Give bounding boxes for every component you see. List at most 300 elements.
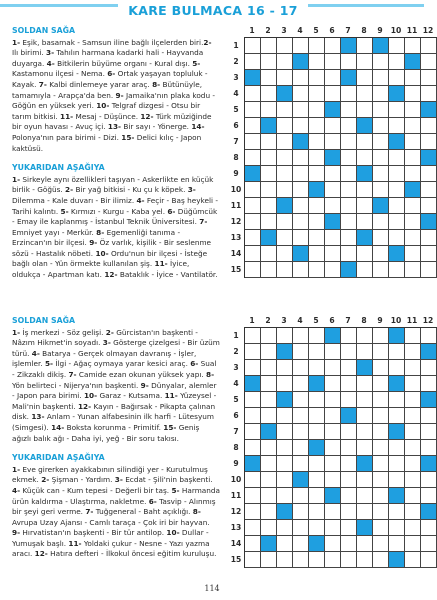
grid-cell[interactable] [261,504,277,520]
grid-cell[interactable] [421,440,437,456]
grid-cell[interactable] [341,54,357,70]
grid-cell[interactable] [245,118,261,134]
grid-cell[interactable] [277,360,293,376]
grid-cell[interactable] [389,504,405,520]
grid-cell[interactable] [325,472,341,488]
grid-cell[interactable] [389,198,405,214]
puzzle2-grid[interactable] [244,327,437,568]
grid-cell[interactable] [421,86,437,102]
grid-cell[interactable] [309,38,325,54]
grid-cell[interactable] [309,230,325,246]
grid-cell[interactable] [309,246,325,262]
grid-cell[interactable] [245,54,261,70]
grid-cell[interactable] [373,344,389,360]
grid-cell[interactable] [245,408,261,424]
grid-cell[interactable] [405,360,421,376]
grid-cell[interactable] [245,472,261,488]
grid-cell[interactable] [389,472,405,488]
grid-cell[interactable] [405,118,421,134]
grid-cell[interactable] [309,54,325,70]
grid-cell[interactable] [389,118,405,134]
grid-cell[interactable] [245,102,261,118]
grid-cell[interactable] [293,360,309,376]
grid-cell[interactable] [309,86,325,102]
grid-cell[interactable] [389,536,405,552]
grid-cell[interactable] [373,456,389,472]
grid-cell[interactable] [405,376,421,392]
grid-cell[interactable] [389,182,405,198]
grid-cell[interactable] [389,262,405,278]
grid-cell[interactable] [341,504,357,520]
grid-cell[interactable] [293,230,309,246]
grid-cell[interactable] [325,134,341,150]
grid-cell[interactable] [389,344,405,360]
grid-cell[interactable] [261,262,277,278]
grid-cell[interactable] [405,488,421,504]
grid-cell[interactable] [373,134,389,150]
grid-cell[interactable] [245,536,261,552]
grid-cell[interactable] [341,520,357,536]
grid-cell[interactable] [341,150,357,166]
grid-cell[interactable] [341,102,357,118]
grid-cell[interactable] [405,440,421,456]
grid-cell[interactable] [421,230,437,246]
grid-cell[interactable] [405,408,421,424]
grid-cell[interactable] [277,118,293,134]
grid-cell[interactable] [325,360,341,376]
grid-cell[interactable] [357,246,373,262]
grid-cell[interactable] [261,440,277,456]
grid-cell[interactable] [293,214,309,230]
grid-cell[interactable] [357,552,373,568]
grid-cell[interactable] [421,166,437,182]
grid-cell[interactable] [293,504,309,520]
grid-cell[interactable] [309,408,325,424]
grid-cell[interactable] [389,214,405,230]
grid-cell[interactable] [373,536,389,552]
grid-cell[interactable] [277,262,293,278]
grid-cell[interactable] [373,150,389,166]
grid-cell[interactable] [389,150,405,166]
grid-cell[interactable] [325,536,341,552]
grid-cell[interactable] [293,150,309,166]
grid-cell[interactable] [245,230,261,246]
grid-cell[interactable] [389,440,405,456]
grid-cell[interactable] [325,552,341,568]
grid-cell[interactable] [277,54,293,70]
grid-cell[interactable] [341,230,357,246]
grid-cell[interactable] [341,488,357,504]
grid-cell[interactable] [357,86,373,102]
grid-cell[interactable] [405,150,421,166]
grid-cell[interactable] [309,344,325,360]
grid-cell[interactable] [405,424,421,440]
grid-cell[interactable] [325,520,341,536]
grid-cell[interactable] [373,440,389,456]
grid-cell[interactable] [389,230,405,246]
grid-cell[interactable] [373,182,389,198]
grid-cell[interactable] [373,118,389,134]
grid-cell[interactable] [421,246,437,262]
grid-cell[interactable] [245,520,261,536]
grid-cell[interactable] [405,230,421,246]
grid-cell[interactable] [357,392,373,408]
grid-cell[interactable] [325,182,341,198]
grid-cell[interactable] [245,86,261,102]
grid-cell[interactable] [373,552,389,568]
grid-cell[interactable] [309,70,325,86]
grid-cell[interactable] [277,166,293,182]
grid-cell[interactable] [421,38,437,54]
grid-cell[interactable] [357,328,373,344]
puzzle1-grid[interactable] [244,37,437,278]
grid-cell[interactable] [261,166,277,182]
grid-cell[interactable] [261,150,277,166]
grid-cell[interactable] [373,488,389,504]
grid-cell[interactable] [245,504,261,520]
grid-cell[interactable] [277,150,293,166]
grid-cell[interactable] [389,360,405,376]
grid-cell[interactable] [405,86,421,102]
grid-cell[interactable] [405,134,421,150]
grid-cell[interactable] [277,552,293,568]
grid-cell[interactable] [325,198,341,214]
grid-cell[interactable] [405,520,421,536]
grid-cell[interactable] [245,214,261,230]
grid-cell[interactable] [357,262,373,278]
grid-cell[interactable] [277,456,293,472]
grid-cell[interactable] [373,392,389,408]
grid-cell[interactable] [293,118,309,134]
grid-cell[interactable] [373,360,389,376]
grid-cell[interactable] [309,166,325,182]
grid-cell[interactable] [421,408,437,424]
grid-cell[interactable] [277,246,293,262]
grid-cell[interactable] [341,118,357,134]
grid-cell[interactable] [325,70,341,86]
grid-cell[interactable] [325,230,341,246]
grid-cell[interactable] [341,472,357,488]
grid-cell[interactable] [277,440,293,456]
grid-cell[interactable] [373,504,389,520]
grid-cell[interactable] [261,70,277,86]
grid-cell[interactable] [421,54,437,70]
grid-cell[interactable] [421,182,437,198]
grid-cell[interactable] [309,134,325,150]
grid-cell[interactable] [245,360,261,376]
grid-cell[interactable] [373,166,389,182]
grid-cell[interactable] [421,424,437,440]
grid-cell[interactable] [373,424,389,440]
grid-cell[interactable] [389,392,405,408]
grid-cell[interactable] [293,536,309,552]
grid-cell[interactable] [389,520,405,536]
grid-cell[interactable] [325,262,341,278]
grid-cell[interactable] [341,552,357,568]
grid-cell[interactable] [341,360,357,376]
grid-cell[interactable] [261,456,277,472]
grid-cell[interactable] [405,198,421,214]
grid-cell[interactable] [293,328,309,344]
grid-cell[interactable] [373,54,389,70]
grid-cell[interactable] [277,488,293,504]
grid-cell[interactable] [293,70,309,86]
grid-cell[interactable] [373,102,389,118]
grid-cell[interactable] [293,520,309,536]
grid-cell[interactable] [325,376,341,392]
grid-cell[interactable] [325,424,341,440]
grid-cell[interactable] [357,472,373,488]
grid-cell[interactable] [309,102,325,118]
grid-cell[interactable] [357,376,373,392]
grid-cell[interactable] [389,456,405,472]
grid-cell[interactable] [277,102,293,118]
grid-cell[interactable] [357,424,373,440]
grid-cell[interactable] [325,344,341,360]
grid-cell[interactable] [261,38,277,54]
grid-cell[interactable] [357,504,373,520]
grid-cell[interactable] [405,344,421,360]
grid-cell[interactable] [261,134,277,150]
grid-cell[interactable] [421,70,437,86]
grid-cell[interactable] [373,70,389,86]
grid-cell[interactable] [421,552,437,568]
grid-cell[interactable] [357,214,373,230]
grid-cell[interactable] [341,166,357,182]
grid-cell[interactable] [309,150,325,166]
grid-cell[interactable] [245,328,261,344]
grid-cell[interactable] [341,198,357,214]
grid-cell[interactable] [261,472,277,488]
grid-cell[interactable] [341,328,357,344]
grid-cell[interactable] [325,86,341,102]
grid-cell[interactable] [277,230,293,246]
grid-cell[interactable] [261,408,277,424]
grid-cell[interactable] [261,328,277,344]
grid-cell[interactable] [293,182,309,198]
grid-cell[interactable] [341,86,357,102]
grid-cell[interactable] [421,536,437,552]
grid-cell[interactable] [277,214,293,230]
grid-cell[interactable] [373,376,389,392]
grid-cell[interactable] [389,54,405,70]
grid-cell[interactable] [277,472,293,488]
grid-cell[interactable] [421,198,437,214]
grid-cell[interactable] [373,246,389,262]
grid-cell[interactable] [277,408,293,424]
grid-cell[interactable] [261,54,277,70]
grid-cell[interactable] [389,102,405,118]
grid-cell[interactable] [373,262,389,278]
grid-cell[interactable] [261,86,277,102]
grid-cell[interactable] [309,504,325,520]
grid-cell[interactable] [341,456,357,472]
grid-cell[interactable] [421,376,437,392]
grid-cell[interactable] [373,328,389,344]
grid-cell[interactable] [405,392,421,408]
grid-cell[interactable] [389,166,405,182]
grid-cell[interactable] [421,262,437,278]
grid-cell[interactable] [277,70,293,86]
grid-cell[interactable] [309,328,325,344]
grid-cell[interactable] [325,392,341,408]
grid-cell[interactable] [325,246,341,262]
grid-cell[interactable] [293,408,309,424]
grid-cell[interactable] [341,344,357,360]
grid-cell[interactable] [405,70,421,86]
grid-cell[interactable] [325,166,341,182]
grid-cell[interactable] [421,488,437,504]
grid-cell[interactable] [277,328,293,344]
grid-cell[interactable] [373,230,389,246]
grid-cell[interactable] [421,328,437,344]
grid-cell[interactable] [389,70,405,86]
grid-cell[interactable] [389,408,405,424]
grid-cell[interactable] [277,520,293,536]
grid-cell[interactable] [309,488,325,504]
grid-cell[interactable] [325,54,341,70]
grid-cell[interactable] [357,38,373,54]
grid-cell[interactable] [261,182,277,198]
grid-cell[interactable] [389,38,405,54]
grid-cell[interactable] [405,102,421,118]
grid-cell[interactable] [357,102,373,118]
grid-cell[interactable] [405,536,421,552]
grid-cell[interactable] [405,246,421,262]
grid-cell[interactable] [245,488,261,504]
grid-cell[interactable] [405,456,421,472]
grid-cell[interactable] [421,360,437,376]
grid-cell[interactable] [421,134,437,150]
grid-cell[interactable] [357,182,373,198]
grid-cell[interactable] [261,392,277,408]
grid-cell[interactable] [405,552,421,568]
grid-cell[interactable] [261,552,277,568]
grid-cell[interactable] [293,488,309,504]
grid-cell[interactable] [405,214,421,230]
grid-cell[interactable] [277,134,293,150]
grid-cell[interactable] [293,440,309,456]
grid-cell[interactable] [245,552,261,568]
grid-cell[interactable] [245,440,261,456]
grid-cell[interactable] [261,198,277,214]
grid-cell[interactable] [325,504,341,520]
grid-cell[interactable] [293,424,309,440]
grid-cell[interactable] [357,134,373,150]
grid-cell[interactable] [277,38,293,54]
grid-cell[interactable] [405,472,421,488]
grid-cell[interactable] [261,376,277,392]
grid-cell[interactable] [309,214,325,230]
grid-cell[interactable] [245,38,261,54]
grid-cell[interactable] [261,246,277,262]
grid-cell[interactable] [245,198,261,214]
grid-cell[interactable] [293,456,309,472]
grid-cell[interactable] [245,424,261,440]
grid-cell[interactable] [341,246,357,262]
grid-cell[interactable] [293,38,309,54]
grid-cell[interactable] [293,86,309,102]
grid-cell[interactable] [293,376,309,392]
grid-cell[interactable] [293,198,309,214]
grid-cell[interactable] [293,166,309,182]
grid-cell[interactable] [277,182,293,198]
grid-cell[interactable] [421,118,437,134]
grid-cell[interactable] [309,552,325,568]
grid-cell[interactable] [373,86,389,102]
grid-cell[interactable] [261,360,277,376]
grid-cell[interactable] [245,134,261,150]
grid-cell[interactable] [341,182,357,198]
grid-cell[interactable] [309,392,325,408]
grid-cell[interactable] [309,360,325,376]
grid-cell[interactable] [405,504,421,520]
grid-cell[interactable] [245,392,261,408]
grid-cell[interactable] [373,408,389,424]
grid-cell[interactable] [325,456,341,472]
grid-cell[interactable] [357,408,373,424]
grid-cell[interactable] [277,536,293,552]
grid-cell[interactable] [357,54,373,70]
grid-cell[interactable] [309,262,325,278]
grid-cell[interactable] [277,376,293,392]
grid-cell[interactable] [357,198,373,214]
grid-cell[interactable] [309,520,325,536]
grid-cell[interactable] [405,262,421,278]
grid-cell[interactable] [261,344,277,360]
grid-cell[interactable] [293,552,309,568]
grid-cell[interactable] [277,424,293,440]
grid-cell[interactable] [245,182,261,198]
grid-cell[interactable] [357,150,373,166]
grid-cell[interactable] [245,150,261,166]
grid-cell[interactable] [341,214,357,230]
grid-cell[interactable] [325,408,341,424]
grid-cell[interactable] [293,392,309,408]
grid-cell[interactable] [325,38,341,54]
grid-cell[interactable] [309,456,325,472]
grid-cell[interactable] [405,166,421,182]
grid-cell[interactable] [293,102,309,118]
grid-cell[interactable] [341,440,357,456]
grid-cell[interactable] [341,392,357,408]
grid-cell[interactable] [261,488,277,504]
grid-cell[interactable] [405,328,421,344]
grid-cell[interactable] [357,70,373,86]
grid-cell[interactable] [245,344,261,360]
grid-cell[interactable] [261,520,277,536]
grid-cell[interactable] [373,472,389,488]
grid-cell[interactable] [357,488,373,504]
grid-cell[interactable] [261,214,277,230]
grid-cell[interactable] [293,262,309,278]
grid-cell[interactable] [245,262,261,278]
grid-cell[interactable] [309,472,325,488]
grid-cell[interactable] [341,134,357,150]
grid-cell[interactable] [325,118,341,134]
grid-cell[interactable] [261,102,277,118]
grid-cell[interactable] [421,472,437,488]
grid-cell[interactable] [341,536,357,552]
grid-cell[interactable] [245,246,261,262]
grid-cell[interactable] [341,376,357,392]
grid-cell[interactable] [373,214,389,230]
grid-cell[interactable] [325,440,341,456]
grid-cell[interactable] [293,344,309,360]
grid-cell[interactable] [405,38,421,54]
grid-cell[interactable] [357,344,373,360]
grid-cell[interactable] [341,424,357,440]
